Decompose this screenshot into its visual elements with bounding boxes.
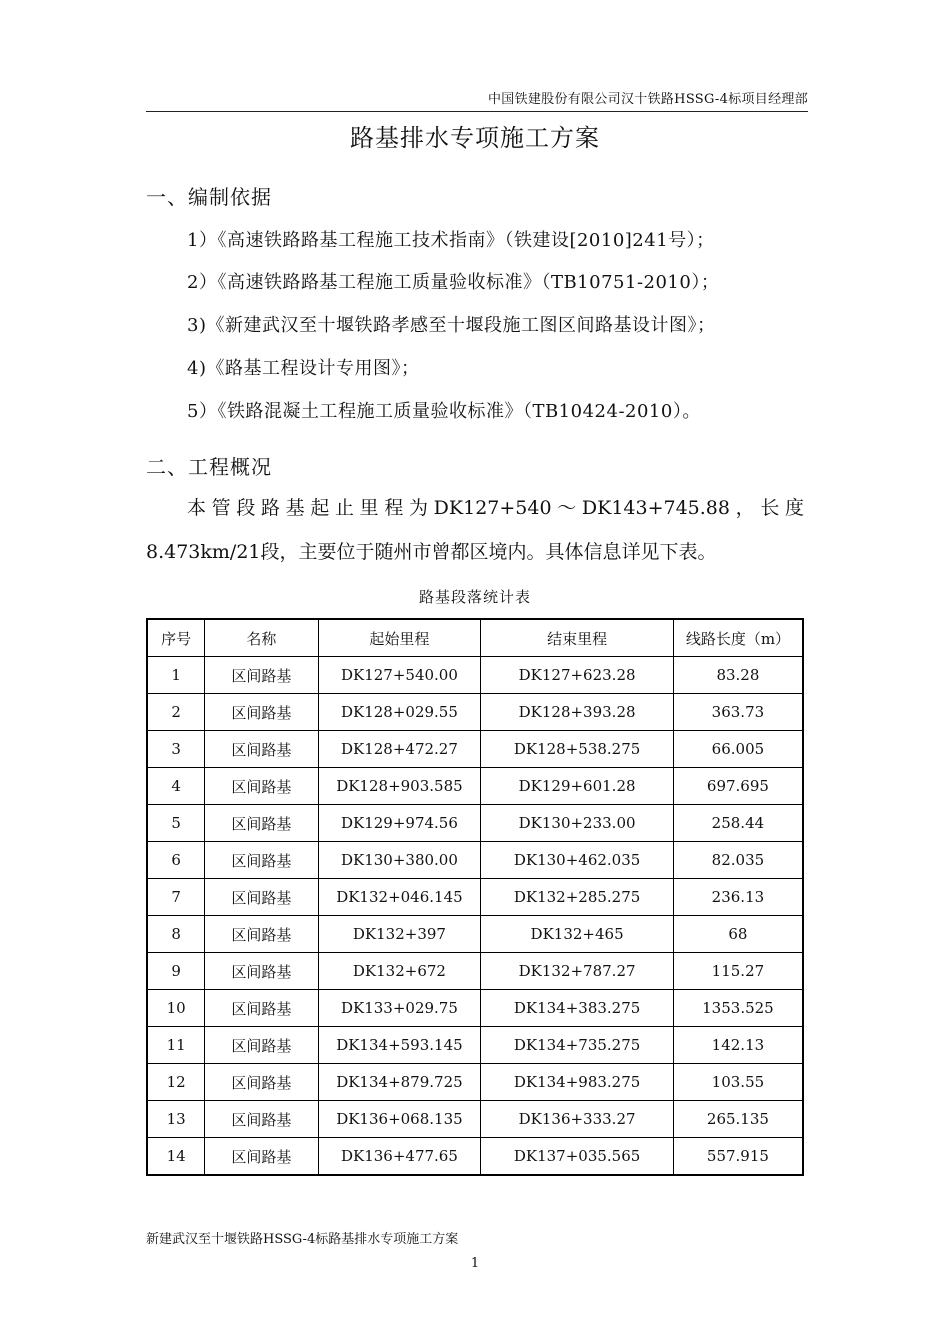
cell-length: 82.035: [673, 842, 803, 879]
cell-start-mileage: DK130+380.00: [318, 842, 481, 879]
cell-name: 区间路基: [205, 879, 318, 916]
column-header-start-mileage: 起始里程: [318, 619, 481, 657]
cell-index: 1: [147, 657, 205, 694]
cell-start-mileage: DK128+029.55: [318, 694, 481, 731]
basis-item-3: 3)《新建武汉至十堰铁路孝感至十堰段施工图区间路基设计图》；: [187, 315, 716, 336]
cell-name: 区间路基: [205, 990, 318, 1027]
cell-index: 8: [147, 916, 205, 953]
cell-start-mileage: DK136+477.65: [318, 1138, 481, 1176]
cell-start-mileage: DK134+879.725: [318, 1064, 481, 1101]
cell-index: 14: [147, 1138, 205, 1176]
cell-end-mileage: DK132+465: [481, 916, 674, 953]
table-row: [147, 953, 803, 990]
cell-index: 6: [147, 842, 205, 879]
column-header-end-mileage: 结束里程: [481, 619, 674, 657]
basis-item-2: 2）《高速铁路路基工程施工质量验收标准》（TB10751-2010）；: [187, 272, 720, 293]
cell-length: 697.695: [673, 768, 803, 805]
overview-paragraph-line-2: 8.473km/21段，主要位于随州市曾都区境内。具体信息详见下表。: [146, 541, 717, 563]
footer-document-name: 新建武汉至十堰铁路HSSG-4标路基排水专项施工方案: [146, 1232, 459, 1247]
header-organization: 中国铁建股份有限公司汉十铁路HSSG-4标项目经理部: [487, 92, 808, 107]
cell-index: 4: [147, 768, 205, 805]
cell-name: 区间路基: [205, 694, 318, 731]
cell-start-mileage: DK136+068.135: [318, 1101, 481, 1138]
cell-length: 83.28: [673, 657, 803, 694]
document-title: 路基排水专项施工方案: [350, 124, 600, 152]
cell-end-mileage: DK134+983.275: [481, 1064, 674, 1101]
table-row: [147, 731, 803, 768]
cell-index: 3: [147, 731, 205, 768]
table-row: [147, 1027, 803, 1064]
cell-start-mileage: DK132+046.145: [318, 879, 481, 916]
cell-name: 区间路基: [205, 805, 318, 842]
cell-length: 142.13: [673, 1027, 803, 1064]
cell-length: 258.44: [673, 805, 803, 842]
cell-end-mileage: DK137+035.565: [481, 1138, 674, 1176]
segment-statistics-table: [146, 618, 804, 1176]
cell-end-mileage: DK127+623.28: [481, 657, 674, 694]
cell-name: 区间路基: [205, 842, 318, 879]
cell-name: 区间路基: [205, 1027, 318, 1064]
cell-length: 236.13: [673, 879, 803, 916]
table-row: [147, 1101, 803, 1138]
cell-name: 区间路基: [205, 1064, 318, 1101]
cell-index: 13: [147, 1101, 205, 1138]
table-row: [147, 694, 803, 731]
cell-length: 103.55: [673, 1064, 803, 1101]
cell-name: 区间路基: [205, 657, 318, 694]
cell-name: 区间路基: [205, 1101, 318, 1138]
cell-end-mileage: DK132+787.27: [481, 953, 674, 990]
cell-start-mileage: DK134+593.145: [318, 1027, 481, 1064]
table-row: [147, 879, 803, 916]
cell-index: 7: [147, 879, 205, 916]
table-row: [147, 990, 803, 1027]
cell-end-mileage: DK130+233.00: [481, 805, 674, 842]
table-row: [147, 916, 803, 953]
overview-paragraph-line-1: 本管段路基起止里程为DK127+540～DK143+745.88，长度: [187, 497, 804, 519]
section-heading-overview: 二、工程概况: [146, 455, 272, 479]
column-header-name: 名称: [205, 619, 318, 657]
cell-length: 1353.525: [673, 990, 803, 1027]
cell-index: 9: [147, 953, 205, 990]
column-header-length: 线路长度（m）: [673, 619, 803, 657]
cell-name: 区间路基: [205, 1138, 318, 1176]
header-rule: [146, 111, 808, 112]
cell-end-mileage: DK128+538.275: [481, 731, 674, 768]
cell-length: 115.27: [673, 953, 803, 990]
basis-item-1: 1）《高速铁路路基工程施工技术指南》（铁建设[2010]241号）；: [187, 230, 715, 251]
table-row: [147, 657, 803, 694]
cell-start-mileage: DK133+029.75: [318, 990, 481, 1027]
cell-start-mileage: DK132+672: [318, 953, 481, 990]
cell-start-mileage: DK127+540.00: [318, 657, 481, 694]
cell-end-mileage: DK132+285.275: [481, 879, 674, 916]
table-header-row: [147, 619, 803, 657]
table-row: [147, 1064, 803, 1101]
cell-length: 68: [673, 916, 803, 953]
cell-name: 区间路基: [205, 768, 318, 805]
cell-name: 区间路基: [205, 916, 318, 953]
cell-end-mileage: DK134+383.275: [481, 990, 674, 1027]
cell-index: 5: [147, 805, 205, 842]
cell-index: 11: [147, 1027, 205, 1064]
cell-length: 557.915: [673, 1138, 803, 1176]
table-row: [147, 1138, 803, 1176]
cell-end-mileage: DK130+462.035: [481, 842, 674, 879]
cell-start-mileage: DK129+974.56: [318, 805, 481, 842]
section-heading-basis: 一、编制依据: [146, 185, 272, 209]
basis-item-5: 5）《铁路混凝土工程施工质量验收标准》（TB10424-2010）。: [187, 401, 701, 422]
table-row: [147, 842, 803, 879]
cell-start-mileage: DK128+903.585: [318, 768, 481, 805]
table-caption: 路基段落统计表: [418, 588, 531, 606]
table-row: [147, 805, 803, 842]
cell-length: 265.135: [673, 1101, 803, 1138]
cell-index: 12: [147, 1064, 205, 1101]
cell-index: 2: [147, 694, 205, 731]
cell-end-mileage: DK136+333.27: [481, 1101, 674, 1138]
cell-length: 363.73: [673, 694, 803, 731]
cell-end-mileage: DK129+601.28: [481, 768, 674, 805]
table-row: [147, 768, 803, 805]
cell-start-mileage: DK132+397: [318, 916, 481, 953]
page-number: 1: [470, 1256, 480, 1271]
cell-end-mileage: DK128+393.28: [481, 694, 674, 731]
column-header-index: 序号: [147, 619, 205, 657]
cell-index: 10: [147, 990, 205, 1027]
cell-name: 区间路基: [205, 731, 318, 768]
cell-end-mileage: DK134+735.275: [481, 1027, 674, 1064]
cell-length: 66.005: [673, 731, 803, 768]
cell-start-mileage: DK128+472.27: [318, 731, 481, 768]
basis-item-4: 4)《路基工程设计专用图》；: [187, 358, 420, 379]
cell-name: 区间路基: [205, 953, 318, 990]
